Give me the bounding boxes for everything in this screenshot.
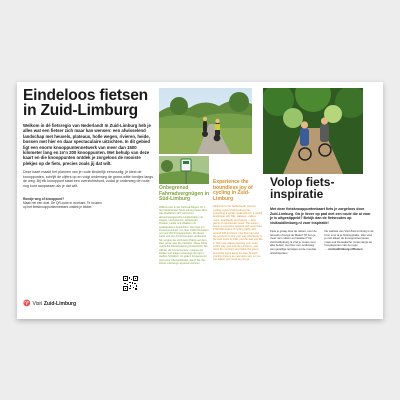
- qr-callout-title: Rondje weg of knooppunt?: [23, 196, 65, 201]
- inspiration-text-right: [325, 230, 375, 255]
- inspiration-text-left: Fiets je graag door de natuur, over de heuvels of langs de Maas? Of ben je meer van cultuur en kastelen? Op visitzuidlimburg.nl vind je routes voor elke fietser, met tips voor onderweg: van gezellige terrasjes tot de mooiste uitzichtpunten.: [270, 229, 317, 255]
- german-heading: Onbegrensd Fahrradvergnügen in Süd-Limburg: [159, 185, 210, 203]
- inspiration-body: [270, 230, 374, 255]
- page-title: Eindeloos fietsen in Zuid-Limburg: [23, 87, 148, 119]
- inspiration-title: Volop fiets-inspiratie: [267, 174, 374, 202]
- english-heading: Experience the boundless joy of cycling in Zuid-Limburg: [213, 179, 253, 202]
- intro-paragraph: Welkom in dé fietsregio van Nederland! In Zuid-Limburg heb je alles wat een fietser zich maar kan wensen: een afwisselend landschap met heuvels, plateaus, holle wegen, rivieren, heide, bossen met hier en daar spectaculaire uitzichten. In dit gebied ligt een enorm knooppuntennetwerk van meer dan 1500 kilometer lang en zo'n 200 knooppunten. Met behulp van deze kaart en die knooppunten ontdek je zorgeloos de mooiste plekjes op de fiets, precies zoals jij dat wilt.: [23, 123, 151, 166]
- english-text: Welcome to the Netherlands' premier cycling region! Zuid-Limburg has everything a cyclist could wish for: a varied landscape with hills, plateaus, valleys, rivers, heathlands and forests — and plenty of spectacular views. The area is home to a junction network with more than 1,500 kilometres of cycling paths and around 200 junctions. Use this map and the junctions to find your way effortlessly to the best spots by bike, just the way you like it. This map makes planning your route child's play: just pick the junctions, note down the numbers and follow the green-and-white signs along the way. At each junction there is an overview map, so you can adjust your route as you go.: [213, 205, 263, 262]
- body-paragraph: Deze kaart maakt het plannen van je route kinderlijk eenvoudig: je kiest de knooppunten, schrijft de cijfers op en volgt onderweg de groen-witte bordjes langs de weg. Bij elk knooppunt staat een overzichtsbord, zodat je onderweg de route nog kunt aanpassen als je dat wilt.: [23, 170, 154, 189]
- qr-callout-text: Maak het een doel. De QR-code in voorkant. Te houden op het fietsknooppuntennetwerk ontdek je lekker.: [23, 200, 102, 209]
- visit-zuid-limburg-logo: [23, 300, 76, 307]
- english-column: [213, 180, 263, 261]
- photo-cyclists-road: [159, 88, 252, 154]
- qr-code-icon[interactable]: [123, 276, 138, 291]
- inspiration-link[interactable]: → visitzuidlimburg.nl/fietsen: [324, 246, 363, 251]
- inspiration-text-right-body: De website van Visit Zuid-Limburg is dé bron voor al je fietsinspiratie. Hier vind je niet alleen de knooppuntenroutes, maar ook thematische routes langs de hoogtepunten van de regio.: [324, 229, 374, 248]
- logo-mark-icon: ♈: [23, 301, 31, 307]
- intro-column: [23, 88, 154, 313]
- german-text: Willkommen in der Fahrrad-Region Nr. 1 der Niederlande! Süd-Limburg bietet alles, was Radfahrer sich wünschen: abwechslungsreiche Landschaften mit Hügeln, Hochebenen, Hohlwegen, Flüssen, Heide und Wäldern mit spektakulären Aussichten. Hier liegt ein Knotenpunktnetz von über 1500 Kilometern mit rund 200 Knotenpunkten. Mit dieser Karte und den Knotenpunkten entdecken Sie sorglos die schönsten Plätze auf dem Rad, genau wie Sie möchten. Diese Karte macht die Routenplanung kinderleicht: Sie wählen die Knotenpunkte, notieren die Zahlen und folgen unterwegs den grün-weißen Schildern. An jedem Knotenpunkt steht eine Übersichtstafel, damit Sie Ihre Route unterwegs anpassen können.: [159, 205, 209, 265]
- qr-callout: [23, 197, 103, 209]
- inspiration-column: [270, 174, 374, 255]
- logo-name: Zuid-Limburg: [43, 300, 77, 307]
- german-column: [159, 186, 209, 265]
- photo-junction-sign: [159, 156, 209, 184]
- inspiration-lead: Met deze fietsknooppuntenkaart fiets je zorgeloos door Zuid-Limburg. Ga je liever op pad met een route die al voor je is uitgestippeld? Bekijk dan de fietsroutes op visitzuidlimburg.nl voor inspiratie!: [270, 207, 371, 225]
- logo-prefix: Visit: [32, 300, 42, 307]
- brochure-spread: [17, 82, 383, 319]
- photo-cyclists-forest: [263, 88, 363, 174]
